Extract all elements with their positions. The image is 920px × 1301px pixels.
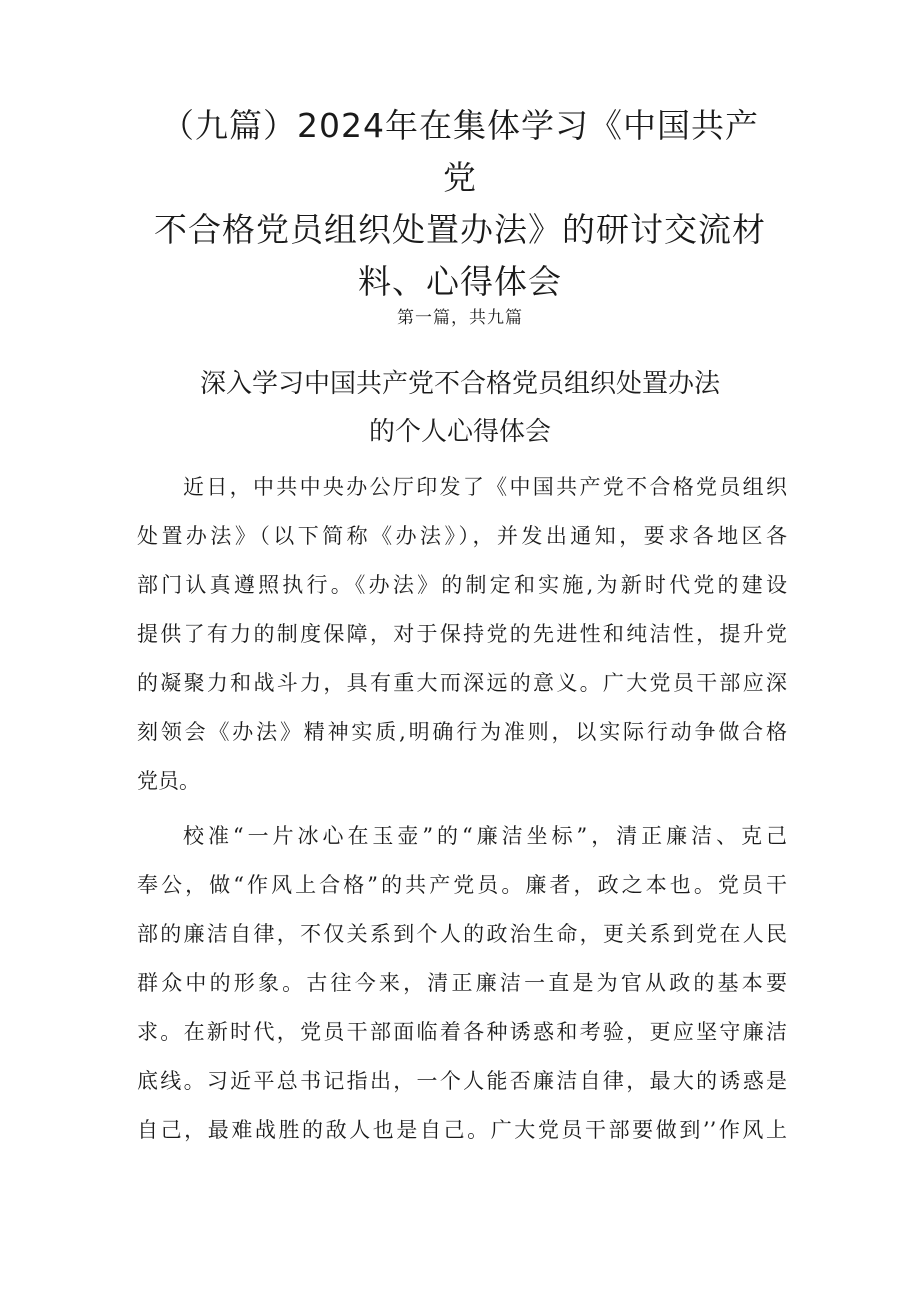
paragraph-line: 求。在新时代，党员干部面临着各种诱惑和考验，更应坚守廉洁: [137, 1020, 787, 1044]
article-title-line: 的个人心得体会: [368, 417, 551, 447]
paragraph-line: 部的廉洁自律，不仅关系到个人的政治生命，更关系到党在人民: [137, 922, 787, 946]
article-title-line: 深入学习中国共产党不合格党员组织处置办法: [199, 369, 720, 399]
document-title-line: 料、心得体会: [358, 262, 562, 301]
paragraph-line: 党员。: [137, 769, 200, 793]
paragraph-line: 奉公，做“作风上合格”的共产党员。廉者，政之本也。党员干: [137, 873, 787, 897]
paragraph-line: 部门认真遵照执行。《办法》的制定和实施,为新时代党的建设: [137, 573, 787, 597]
document-title-line: （九篇）2024年在集体学习《中国共产党: [161, 106, 759, 197]
paragraph-line: 刻领会《办法》精神实质,明确行为准则，以实际行动争做合格: [137, 720, 787, 744]
paragraph-line: 处置办法》（以下简称《办法》），并发出通知，要求各地区各: [137, 524, 787, 548]
body-paragraph: [137, 812, 787, 1155]
paragraph-line: 近日，中共中央办公厅印发了《中国共产党不合格党员组织: [183, 475, 787, 499]
paragraph-line: 自己，最难战胜的敌人也是自己。广大党员干部要做到’’作风上: [137, 1118, 787, 1142]
paragraph-line: 提供了有力的制度保障，对于保持党的先进性和纯洁性，提升党: [137, 622, 787, 646]
article-title: [120, 360, 800, 456]
paragraph-line: 的凝聚力和战斗力，具有重大而深远的意义。广大党员干部应深: [137, 671, 787, 695]
paragraph-line: 校准“一片冰心在玉壶”的“廉洁坐标”，清正廉洁、克己: [183, 824, 787, 848]
document-title: [150, 100, 770, 308]
part-label: 第一篇，共九篇: [397, 308, 523, 328]
body-paragraph: [137, 463, 787, 806]
paragraph-line: 群众中的形象。古往今来，清正廉洁一直是为官从政的基本要: [137, 971, 787, 995]
document-title-line: 不合格党员组织处置办法》的研讨交流材: [154, 210, 766, 249]
paragraph-line: 底线。习近平总书记指出，一个人能否廉洁自律，最大的诱惑是: [137, 1069, 787, 1093]
